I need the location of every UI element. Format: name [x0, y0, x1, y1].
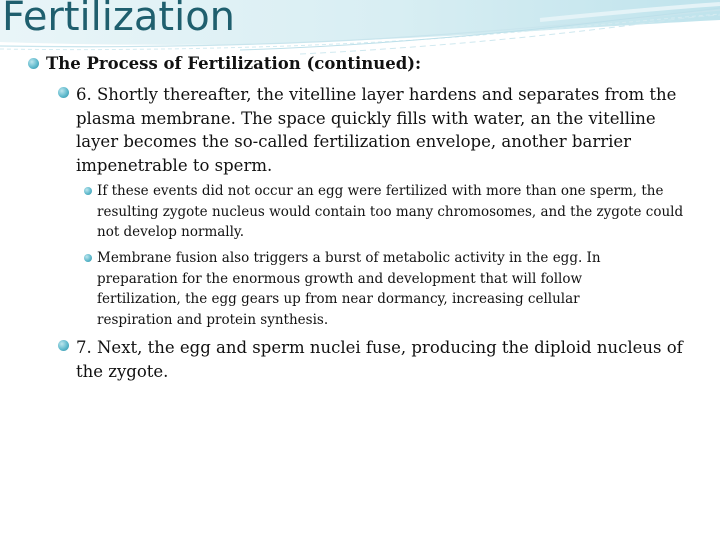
bullet-icon [58, 87, 69, 98]
bullet-icon [84, 187, 92, 195]
bullet-level3-text: Membrane fusion also triggers a burst of metabolic activity in the egg. In preparation for the enormous growth and development that will follow fertilization, the egg gears up from near dormancy, increasing cellular respiration and protein synthesis. [97, 250, 601, 328]
bullet-level2-text: 6. Shortly thereafter, the vitelline layer hardens and separates from the plasma membrane. The space quickly fills with water, an the vitelline layer becomes the so-called fertilization envelope, another barrier impenetrable to sperm. [76, 85, 677, 175]
bullet-icon [58, 340, 69, 351]
bullet-level2-text: 7. Next, the egg and sperm nuclei fuse, producing the diploid nucleus of the zygote. [76, 338, 683, 381]
bullet-icon [84, 254, 92, 262]
slide-title: Fertilization [2, 0, 236, 40]
bullet-level3-text: If these events did not occur an egg were fertilized with more than one sperm, the resulting zygote nucleus would contain too many chromosomes, and the zygote could not develop normally. [97, 183, 684, 240]
bullet-icon [28, 58, 39, 69]
bullet-level1-text: The Process of Fertilization (continued): [46, 54, 422, 73]
